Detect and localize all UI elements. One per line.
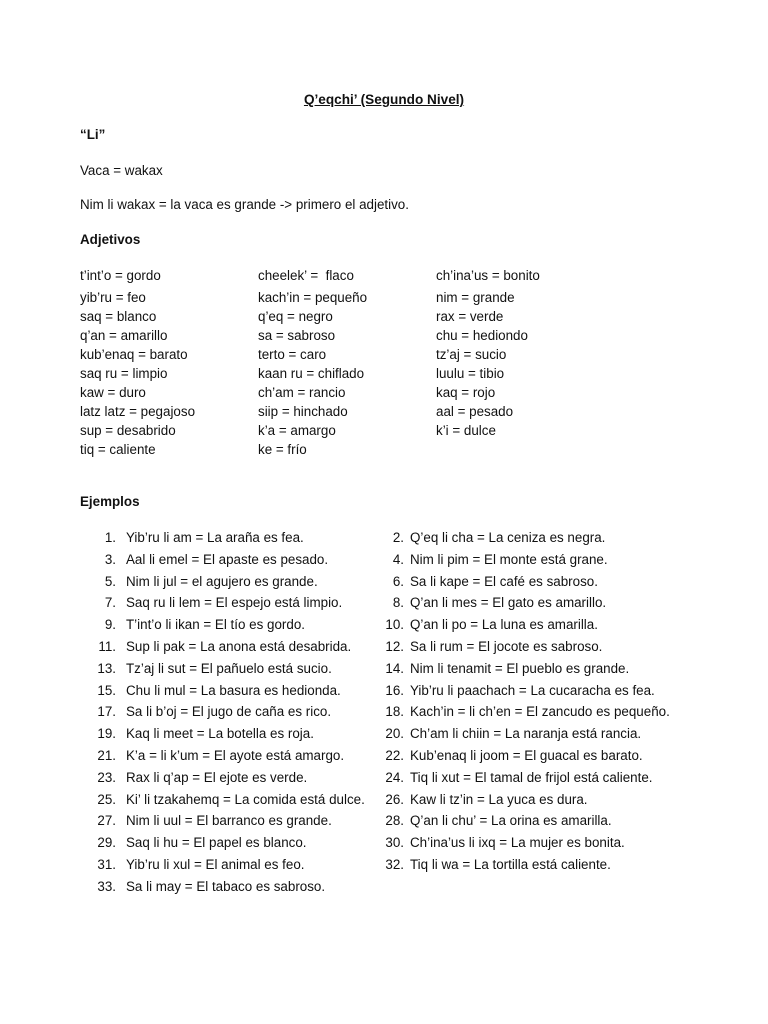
example-item (374, 571, 670, 593)
example-number: 17. (97, 704, 116, 720)
adjective-item: q’an = amarillo (80, 328, 168, 343)
example-item (80, 614, 365, 636)
example-text: Sup li pak = La anona está desabrida. (126, 638, 352, 654)
example-text: Ch’ina’us li ixq = La mujer es bonita. (410, 835, 625, 851)
example-item (80, 832, 365, 854)
adjective-item: k’i = dulce (436, 423, 496, 438)
example-item (374, 745, 670, 767)
example-text: Q’an li po = La luna es amarilla. (410, 617, 598, 633)
example-text: Nim li uul = El barranco es grande. (126, 813, 332, 829)
example-text: Kaq li meet = La botella es roja. (126, 726, 314, 742)
example-text: Tiq li xut = El tamal de frijol está caliente. (410, 769, 653, 785)
example-text: Tz’aj li sut = El pañuelo está sucio. (126, 660, 332, 676)
adjective-item: latz latz = pegajoso (80, 404, 196, 419)
example-text: Ch’am li chiin = La naranja está rancia. (410, 726, 642, 742)
example-item (80, 527, 365, 549)
example-number: 1. (104, 530, 116, 545)
example-text: Rax li q’ap = El ejote es verde. (126, 769, 308, 785)
example-number: 9. (104, 617, 116, 633)
example-text: Sa li b’oj = El jugo de caña es rico. (126, 704, 332, 720)
adjective-item: luulu = tibio (436, 366, 505, 381)
example-text: Chu li mul = La basura es hedionda. (126, 682, 341, 698)
example-number: 14. (385, 660, 404, 676)
example-text: Nim li pim = El monte está grane. (410, 551, 608, 567)
example-item (374, 767, 670, 789)
example-text: Aal li emel = El apaste es pesado. (126, 551, 329, 567)
example-item (374, 854, 670, 876)
adjective-item: kub’enaq = barato (80, 347, 188, 362)
example-text: T’int’o li ikan = El tío es gordo. (126, 617, 306, 633)
adjective-item: siip = hinchado (258, 404, 348, 419)
example-number: 32. (385, 856, 404, 872)
adjective-item: yib’ru = feo (80, 290, 146, 305)
example-text: Sa li may = El tabaco es sabroso. (126, 878, 326, 894)
subtitle-li: “Li” (80, 127, 106, 142)
example-text: Kach’in = li ch’en = El zancudo es pequeño. (410, 704, 670, 720)
example-item (80, 549, 365, 571)
example-number: 13. (97, 660, 116, 676)
example-number: 25. (97, 791, 116, 807)
example-text: Nim li tenamit = El pueblo es grande. (410, 660, 630, 676)
example-number: 18. (385, 704, 404, 720)
example-number: 7. (104, 595, 116, 611)
example-number: 22. (385, 747, 404, 763)
example-item (374, 549, 670, 571)
example-number: 33. (97, 878, 116, 894)
example-number: 5. (104, 573, 116, 589)
adjectives-column-3 (436, 266, 540, 440)
adjectives-column-1 (80, 266, 195, 459)
example-item (374, 680, 670, 702)
example-number: 26. (385, 791, 404, 807)
example-number: 11. (98, 638, 116, 654)
example-number: 31. (97, 856, 116, 872)
example-text: Q’an li chu’ = La orina es amarilla. (410, 813, 612, 829)
example-item (374, 614, 670, 636)
examples-left-column (80, 527, 365, 898)
example-item (374, 701, 670, 723)
adjective-item: t’int’o = gordo (80, 268, 161, 283)
example-text: Saq ru li lem = El espejo está limpio. (126, 595, 343, 611)
example-text: Q’eq li cha = La ceniza es negra. (410, 530, 606, 545)
adjective-item: kaan ru = chiflado (258, 366, 365, 381)
example-item (80, 571, 365, 593)
example-number: 27. (97, 813, 116, 829)
example-text: Q’an li mes = El gato es amarillo. (410, 595, 607, 611)
example-number: 29. (97, 835, 116, 851)
example-text: Sa li kape = El café es sabroso. (410, 573, 598, 589)
adjectives-heading: Adjetivos (80, 232, 141, 247)
example-item (374, 723, 670, 745)
example-item (80, 810, 365, 832)
example-number: 30. (385, 835, 404, 851)
example-number: 20. (385, 726, 404, 742)
adjective-item: nim = grande (436, 290, 515, 305)
example-number: 21. (97, 747, 116, 763)
example-item (80, 636, 365, 658)
adjective-item: ch’ina’us = bonito (436, 268, 540, 283)
vocab-line: Vaca = wakax (80, 163, 163, 178)
adjective-item: sup = desabrido (80, 423, 176, 438)
adjective-item: cheelek’ = flaco (258, 268, 354, 283)
example-number: 2. (392, 530, 404, 545)
page-title: Q’eqchi’ (Segundo Nivel) (303, 92, 465, 107)
adjective-item: aal = pesado (436, 404, 514, 419)
example-item (80, 658, 365, 680)
example-text: K’a = li k’um = El ayote está amargo. (126, 747, 345, 763)
example-text: Kub’enaq li joom = El guacal es barato. (410, 747, 643, 763)
adjective-item: kach’in = pequeño (258, 290, 368, 305)
adjective-item: k’a = amargo (258, 423, 336, 438)
example-number: 10. (385, 617, 404, 633)
example-item (80, 789, 365, 811)
adjective-item: chu = hediondo (436, 328, 528, 343)
examples-heading: Ejemplos (80, 494, 140, 509)
example-text: Sa li rum = El jocote es sabroso. (410, 638, 603, 654)
example-text: Nim li jul = el agujero es grande. (126, 573, 318, 589)
adjective-item: saq = blanco (80, 309, 157, 324)
adjective-item: kaq = rojo (436, 385, 496, 400)
example-item (80, 854, 365, 876)
adjective-item: tz’aj = sucio (436, 347, 507, 362)
example-text: Yib’ru li paachach = La cucaracha es fea. (410, 682, 655, 698)
adjective-item: ch’am = rancio (258, 385, 346, 400)
example-number: 19. (97, 726, 116, 742)
example-text: Kaw li tz’in = La yuca es dura. (410, 791, 588, 807)
example-text: Ki’ li tzakahemq = La comida está dulce. (126, 791, 365, 807)
example-item (374, 789, 670, 811)
example-number: 12. (385, 638, 404, 654)
example-number: 23. (97, 769, 116, 785)
example-number: 6. (392, 573, 404, 589)
adjective-item: rax = verde (436, 309, 504, 324)
adjective-item: ke = frío (258, 442, 307, 457)
example-item (80, 592, 365, 614)
example-item (80, 680, 365, 702)
example-number: 16. (385, 682, 404, 698)
example-number: 15. (97, 682, 116, 698)
example-item (80, 745, 365, 767)
example-item (80, 723, 365, 745)
example-sentence: Nim li wakax = la vaca es grande -> primero el adjetivo. (80, 197, 409, 212)
example-item (374, 636, 670, 658)
example-item (80, 767, 365, 789)
example-number: 4. (392, 551, 404, 567)
example-item (374, 527, 670, 549)
example-text: Saq li hu = El papel es blanco. (126, 835, 307, 851)
example-item (374, 810, 670, 832)
adjective-item: terto = caro (258, 347, 327, 362)
example-item (374, 832, 670, 854)
example-text: Tiq li wa = La tortilla está caliente. (410, 856, 611, 872)
example-text: Yib’ru li xul = El animal es feo. (126, 856, 305, 872)
example-text: Yib’ru li am = La araña es fea. (126, 530, 304, 545)
adjective-item: kaw = duro (80, 385, 146, 400)
adjective-item: tiq = caliente (80, 442, 156, 457)
adjectives-column-2 (258, 266, 367, 459)
example-item (80, 701, 365, 723)
example-item (374, 592, 670, 614)
examples-right-column (374, 527, 670, 876)
adjective-item: saq ru = limpio (80, 366, 168, 381)
example-number: 28. (385, 813, 404, 829)
example-number: 8. (392, 595, 404, 611)
example-item (80, 876, 365, 898)
adjective-item: q’eq = negro (258, 309, 333, 324)
example-number: 3. (104, 551, 116, 567)
example-item (374, 658, 670, 680)
example-number: 24. (385, 769, 404, 785)
adjective-item: sa = sabroso (258, 328, 336, 343)
